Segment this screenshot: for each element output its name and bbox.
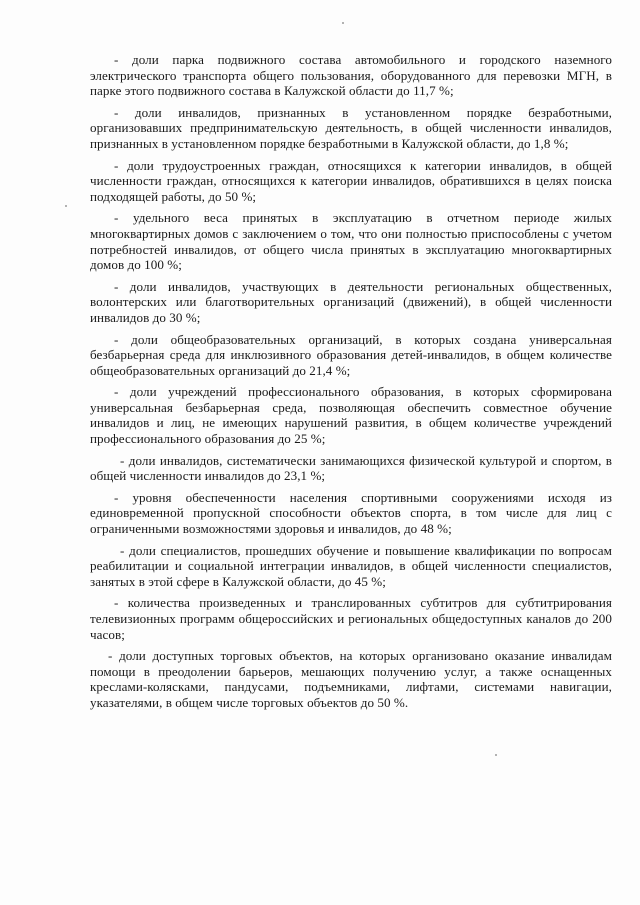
list-item-2: - доли инвалидов, признанных в установленном порядке безработными, организовавших предпринимательскую деятельность, в общей численности инвалидов, признанных в установленном порядке безработными в Калужской области, до 1,8 %;	[90, 104, 612, 151]
scan-speck	[342, 22, 344, 24]
list-item-4: - удельного веса принятых в эксплуатацию в отчетном периоде жилых многоквартирных домов с заключением о том, что они полностью приспособлены с учетом потребностей инвалидов, от общего числа принятых в эксплуатацию многоквартирных домов до 100 %;	[90, 210, 612, 273]
list-item-5: - доли инвалидов, участвующих в деятельности региональных общественных, волонтерских или благотворительных организаций (движений), в общей численности инвалидов до 30 %;	[90, 278, 612, 325]
list-item-10: - доли специалистов, прошедших обучение и повышение квалификации по вопросам реабилитации и социальной интеграции инвалидов, в общей численности специалистов, занятых в этой сфере в Калужской области, до 45 %;	[90, 542, 612, 589]
list-item-9: - уровня обеспеченности населения спортивными сооружениями исходя из единовременной пропускной способности объектов спорта, в том числе для лиц с ограниченными возможностями здоровья и инвалидов, до 48 %;	[90, 489, 612, 537]
list-item-6: - доли общеобразовательных организаций, в которых создана универсальная безбарьерная среда для инклюзивного образования детей-инвалидов, в общем количестве общеобразовательных организаций до 21,4 %;	[90, 331, 612, 378]
list-item-8: - доли инвалидов, систематически занимающихся физической культурой и спортом, в общей численности инвалидов до 23,1 %;	[90, 452, 612, 484]
list-item-1: - доли парка подвижного состава автомобильного и городского наземного электрического транспорта общего пользования, оборудованного для перевозки МГН, в парке этого подвижного состава в Калужской области до 11,7 %;	[90, 52, 612, 99]
document-body	[90, 52, 612, 717]
list-item-7: - доли учреждений профессионального образования, в которых сформирована универсальная безбарьерная среда, позволяющая обеспечить совместное обучение инвалидов и лиц, не имеющих нарушений развития, в общем количестве учреждений профессионального образования до 25 %;	[90, 384, 612, 447]
list-item-11: - количества произведенных и транслированных субтитров для субтитрирования телевизионных программ общероссийских и региональных общедоступных каналов до 200 часов;	[90, 595, 612, 642]
list-item-3: - доли трудоустроенных граждан, относящихся к категории инвалидов, в общей численности граждан, относящихся к категории инвалидов, обратившихся в целях поиска подходящей работы, до 50 %;	[90, 157, 612, 204]
list-item-12: - доли доступных торговых объектов, на которых организовано оказание инвалидам помощи в преодолении барьеров, мешающих получению услуг, а также оснащенных креслами-колясками, пандусами, подъемниками, лифтами, системами навигации, указателями, в общем числе торговых объектов до 50 %.	[90, 648, 612, 710]
scan-speck	[495, 754, 497, 756]
scan-speck	[65, 205, 67, 207]
